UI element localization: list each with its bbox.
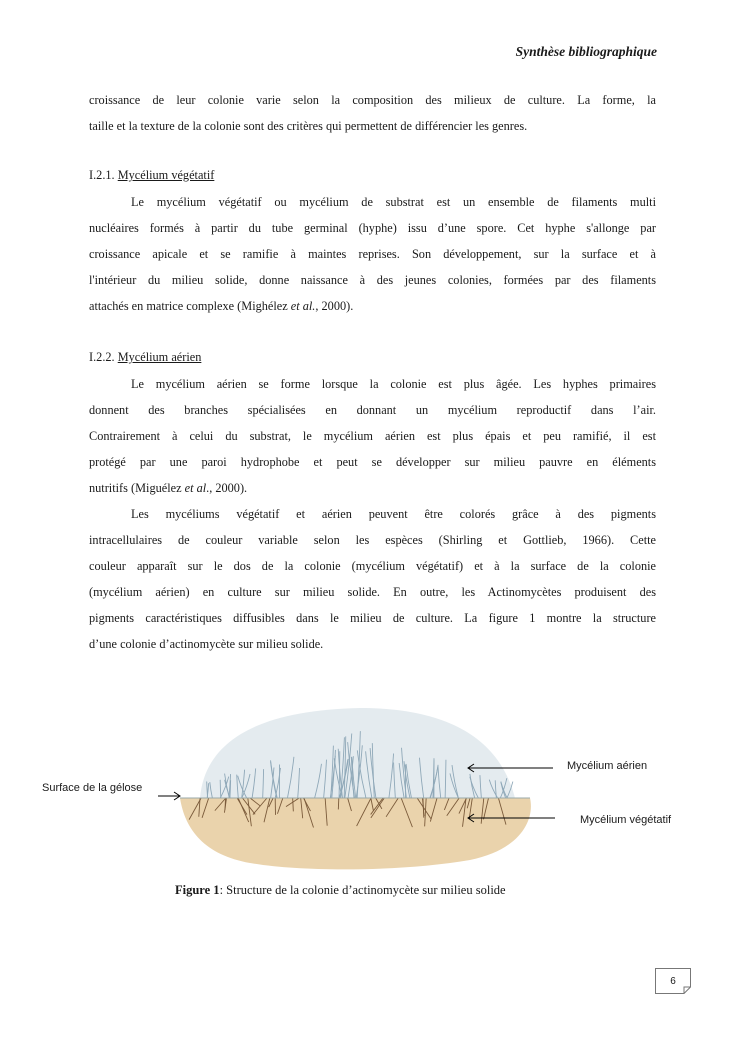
caption-text: : Structure de la colonie d’actinomycète sur milieu solide [219,883,506,897]
caption-label: Figure 1 [175,883,220,897]
section-heading-aerien [89,350,201,365]
text: nutritifs (Miguélez [89,481,185,495]
paragraph-line: Le mycélium aérien se forme lorsque la colonie est plus âgée. Les hyphes primaires [131,377,656,391]
label-vegetative-mycelium: Mycélium végétatif [580,814,672,826]
intro-line: taille et la texture de la colonie sont des critères qui permettent de différencier les genres. [89,119,528,133]
paragraph-line: l'intérieur du milieu solide, donne naissance à des jeunes colonies, formées par des filaments [89,273,656,287]
paragraph-line [89,480,656,496]
figure-colony [0,700,745,870]
paragraph-line: nucléaires formés à partir du tube germinal (hyphe) issu d’une spore. Cet hyphe s'allonge par [89,221,656,235]
paragraph-line: Le mycélium végétatif ou mycélium de substrat est un ensemble de filaments multi [131,195,656,209]
paragraph-line: Contrairement à celui du substrat, le mycélium aérien est plus épais et peu ramifié, il est [89,429,656,443]
intro-line: croissance de leur colonie varie selon la composition des milieux de culture. La forme, la [89,93,656,107]
label-aerial-mycelium: Mycélium aérien [567,760,648,772]
agar-medium [180,798,531,869]
section-header: Synthèse bibliographique [515,44,657,59]
section-title: Mycélium aérien [117,350,202,364]
text: , 2000). [315,299,354,313]
paragraph-line: protégé par une paroi hydrophobe et peut se développer sur milieu pauvre en éléments [89,455,656,469]
figure-caption [175,883,506,898]
section-number: I.2.2. [89,350,115,364]
paragraph-line: donnent des branches spécialisées en donnant un mycélium reproductif dans l’air. [89,403,656,417]
paragraph-line: (mycélium aérien) en culture sur milieu solide. En outre, les Actinomycètes produisent des [89,585,656,599]
text: ., 2000). [206,481,248,495]
aerial-hypha [220,780,221,798]
paragraph-line: d’une colonie d’actinomycète sur milieu solide. [89,637,324,651]
paragraph-line [89,298,656,314]
paragraph-line: Les mycéliums végétatif et aérien peuvent être colorés grâce à des pigments [131,507,656,521]
section-heading-vegetatif [89,168,214,183]
section-number: I.2.1. [89,168,115,182]
text: attachés en matrice complexe (Mighélez [89,299,291,313]
paragraph-line: croissance apicale et se ramifie à maintes reprises. Son développement, sur la surface et à [89,247,656,261]
page-number: 6 [670,976,676,987]
paragraph-line: intracellulaires de couleur variable selon les espèces (Shirling et Gottlieb, 1966). Cette [89,533,656,547]
substrate-hypha [338,798,339,809]
paragraph-line: couleur apparaît sur le dos de la colonie (mycélium végétatif) et à la surface de la colonie [89,559,656,573]
citation-etal: et al. [290,299,316,313]
paragraph-line: pigments caractéristiques diffusibles dans le milieu de culture. La figure 1 montre la structure [89,611,656,625]
page-number-box [655,968,691,994]
section-title: Mycélium végétatif [117,168,215,182]
label-agar-surface: Surface de la gélose [42,782,143,794]
citation-etal: et al [184,481,207,495]
